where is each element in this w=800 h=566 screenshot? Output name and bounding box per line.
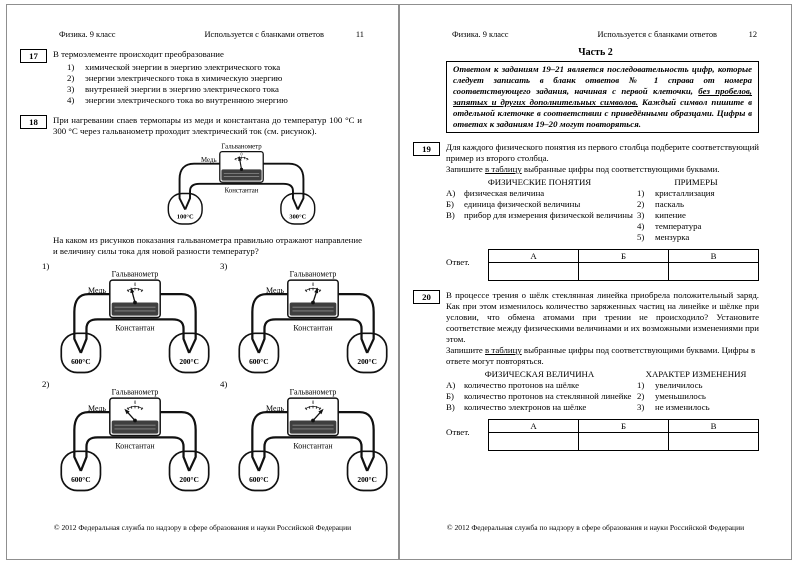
question-prompt-text: На каком из рисунков показания гальванометра правильно отражают направление и величину силы тока для новой разности температур?	[53, 235, 362, 257]
right-temp-label: 200°С	[179, 357, 199, 367]
item-number: 3)	[67, 84, 75, 94]
copper-label: Медь	[88, 286, 107, 296]
thermocouple-diagram	[149, 142, 334, 227]
answer-option-figure	[215, 378, 393, 496]
left-column-items	[446, 380, 633, 413]
right-temp-label: 200°С	[179, 475, 199, 485]
item-number: Б)	[446, 391, 454, 401]
exam-page-right	[399, 4, 792, 560]
text-segment: Запишите	[446, 345, 486, 355]
answer-cell	[579, 263, 669, 281]
figure-answer-options	[37, 260, 397, 496]
galvanometer-icon	[110, 398, 160, 435]
option-number: 2)	[42, 379, 50, 390]
question-number-box: 17	[20, 49, 47, 63]
constantan-label: Константан	[115, 323, 155, 333]
svg-text:0: 0	[133, 283, 137, 289]
svg-text:0: 0	[133, 401, 137, 407]
answer-column-header: А	[489, 250, 579, 263]
item-text: физическая величина	[464, 188, 545, 198]
answer-table	[488, 249, 759, 281]
question-instruction	[446, 345, 759, 367]
answer-column-header: Б	[579, 250, 669, 263]
list-item	[637, 380, 755, 391]
galvanometer-icon	[288, 280, 338, 317]
question-number-box: 19	[413, 142, 440, 156]
item-number: 1)	[637, 380, 645, 390]
svg-text:0: 0	[311, 283, 315, 289]
item-text: не изменилось	[655, 402, 710, 412]
text-segment: Ответом к заданиям 19–21 является последовательность цифр, которые следует записать в бланк ответов № 1 справа от номера соответствующего задания, начиная с первой клеточки,	[453, 64, 752, 96]
list-item	[446, 188, 633, 199]
item-text: мензурка	[655, 232, 690, 242]
thermocouple-diagram	[51, 386, 219, 492]
part-title: Часть 2	[578, 47, 613, 58]
constantan-label: Константан	[293, 323, 333, 333]
list-item	[637, 188, 755, 199]
item-number: 4)	[637, 221, 645, 231]
svg-text:0: 0	[311, 401, 315, 407]
text-segment: Запишите	[446, 164, 486, 174]
answer-table	[488, 419, 759, 451]
left-temp-label: 100°С	[176, 213, 194, 221]
item-text: количество электронов на шёлке	[464, 402, 587, 412]
left-column	[446, 369, 633, 413]
left-temp-label: 600°С	[71, 475, 91, 485]
left-temp-label: 600°С	[71, 357, 91, 367]
page-header	[452, 29, 757, 40]
right-column-items	[637, 380, 755, 413]
header-subject: Физика. 9 класс	[59, 30, 116, 39]
question-text: В термоэлементе происходит преобразование	[53, 49, 224, 59]
right-column-header: ХАРАКТЕР ИЗМЕНЕНИЯ	[645, 369, 747, 379]
list-item	[67, 73, 362, 84]
item-number: 5)	[637, 232, 645, 242]
option-number: 3)	[220, 261, 228, 272]
list-item	[446, 199, 633, 210]
right-column-header: ПРИМЕРЫ	[674, 177, 718, 187]
galvanometer-icon	[288, 398, 338, 435]
constantan-label: Константан	[293, 441, 333, 451]
answer-cell	[579, 433, 669, 451]
left-column-header: ФИЗИЧЕСКАЯ ВЕЛИЧИНА	[484, 369, 595, 379]
question-number-box: 20	[413, 290, 440, 304]
list-item	[446, 402, 633, 413]
item-number: 1)	[637, 188, 645, 198]
question-text: При нагревании спаев термопары из меди и константана до температур 100 °С и 300 °С через гальванометр проходит электрический ток (см. рисунок).	[53, 115, 362, 136]
item-text: единица физической величины	[464, 199, 581, 209]
item-number: Б)	[446, 199, 454, 209]
right-column	[637, 369, 755, 413]
list-item	[637, 232, 755, 243]
galvanometer-label: Гальванометр	[221, 143, 262, 151]
question-19	[400, 142, 791, 175]
right-column	[637, 177, 755, 243]
question-number-box: 18	[20, 115, 47, 129]
answer-row-q19	[446, 249, 791, 281]
question-20	[400, 290, 791, 367]
text-segment: выбранные цифры под соответствующими буквами. Цифры в ответе могут повторяться.	[446, 345, 756, 366]
copyright-footer: © 2012 Федеральная служба по надзору в сфере образования и науки Российской Федерации	[53, 523, 352, 532]
thermocouple-diagram	[229, 386, 397, 492]
item-number: 2)	[67, 73, 75, 83]
answer-cell	[669, 433, 759, 451]
answer-label: Ответ.	[446, 257, 470, 267]
item-text: кристаллизация	[655, 188, 715, 198]
item-text: температура	[655, 221, 702, 231]
item-text: увеличилось	[655, 380, 703, 390]
item-text: уменьшилось	[655, 391, 706, 401]
left-column-items	[446, 188, 633, 221]
galvanometer-label: Гальванометр	[289, 387, 337, 397]
right-temp-label: 200°С	[357, 475, 377, 485]
answer-column-header: А	[489, 420, 579, 433]
header-usage-note: Используется с бланками ответов	[204, 30, 324, 39]
answer-table-wrap	[488, 249, 759, 281]
right-column-items	[637, 188, 755, 243]
item-text: внутренней энергии в энергию электрического тока	[85, 84, 279, 94]
list-item	[67, 62, 362, 73]
answer-column-header: В	[669, 250, 759, 263]
option-number: 4)	[220, 379, 228, 390]
constantan-label: Константан	[115, 441, 155, 451]
instruction-box	[446, 61, 759, 133]
left-column-header: ФИЗИЧЕСКИЕ ПОНЯТИЯ	[487, 177, 592, 187]
galvanometer-icon	[220, 151, 263, 182]
item-number: 3)	[637, 402, 645, 412]
question-instruction	[446, 164, 759, 175]
underlined-text: в таблицу	[485, 345, 522, 355]
copper-label: Медь	[266, 286, 285, 296]
answer-option-figure	[37, 260, 215, 378]
list-item	[446, 380, 633, 391]
answer-cell	[489, 263, 579, 281]
right-temp-label: 300°С	[289, 213, 307, 221]
page-number: 11	[355, 30, 364, 39]
question-text: Для каждого физического понятия из первого столбца подберите соответствующий пример из второго столбца.	[446, 142, 759, 163]
item-text: количество протонов на стеклянной линейке	[464, 391, 632, 401]
underlined-text: в таблицу	[485, 164, 522, 174]
left-temp-label: 600°С	[249, 357, 269, 367]
answer-cell	[669, 263, 759, 281]
item-number: А)	[446, 188, 456, 198]
answer-option-figure	[37, 378, 215, 496]
list-item	[446, 391, 633, 402]
left-column	[446, 177, 633, 243]
text-segment: Каждый символ пишите в отдельной клеточке в соответствии с приведёнными образцами. Цифры в ответах к заданиям 19–20 могут повторяться.	[453, 97, 752, 129]
answer-cell	[489, 433, 579, 451]
exam-page-left	[6, 4, 399, 560]
item-number: 4)	[67, 95, 75, 105]
list-item	[637, 391, 755, 402]
item-number: 2)	[637, 391, 645, 401]
item-number: В)	[446, 210, 455, 220]
thermocouple-main-figure	[149, 142, 334, 230]
svg-text:0: 0	[240, 151, 243, 157]
item-text: энергии электрического тока во внутреннюю энергию	[85, 95, 288, 105]
constantan-label: Константан	[224, 187, 259, 195]
option-number: 1)	[42, 261, 50, 272]
header-subject: Физика. 9 класс	[452, 30, 509, 39]
underlined-text: без пробелов, запятых и других дополнительных символов.	[453, 86, 753, 107]
answer-column-header: В	[669, 420, 759, 433]
item-text: кипение	[655, 210, 686, 220]
question-18-prompt	[7, 235, 398, 257]
matching-columns-q20	[446, 369, 755, 413]
copper-label: Медь	[201, 157, 217, 165]
list-item	[67, 84, 362, 95]
copper-label: Медь	[266, 404, 285, 414]
thermocouple-diagram	[229, 268, 397, 374]
question-18	[7, 115, 398, 137]
list-item	[637, 221, 755, 232]
item-text: прибор для измерения физической величины	[464, 210, 633, 220]
left-temp-label: 600°С	[249, 475, 269, 485]
copyright-footer: © 2012 Федеральная служба по надзору в сфере образования и науки Российской Федерации	[446, 523, 745, 532]
list-item	[446, 210, 633, 221]
galvanometer-label: Гальванометр	[289, 269, 337, 279]
list-item	[637, 210, 755, 221]
item-text: химической энергии в энергию электрического тока	[85, 62, 281, 72]
matching-columns-q19	[446, 177, 755, 243]
item-number: А)	[446, 380, 456, 390]
item-text: паскаль	[655, 199, 685, 209]
item-number: 1)	[67, 62, 75, 72]
header-usage-note: Используется с бланками ответов	[597, 30, 717, 39]
answer-option-figure	[215, 260, 393, 378]
item-number: В)	[446, 402, 455, 412]
question-17	[7, 49, 398, 106]
list-item	[67, 95, 362, 106]
answer-row-q20	[446, 419, 791, 451]
answer-label: Ответ.	[446, 427, 470, 437]
page-header	[59, 29, 364, 40]
list-item	[637, 199, 755, 210]
thermocouple-diagram	[51, 268, 219, 374]
galvanometer-label: Гальванометр	[111, 269, 159, 279]
item-number: 2)	[637, 199, 645, 209]
answer-options-list	[67, 62, 362, 106]
item-text: энергии электрического тока в химическую энергию	[85, 73, 283, 83]
item-number: 3)	[637, 210, 645, 220]
answer-table-wrap	[488, 419, 759, 451]
galvanometer-label: Гальванометр	[111, 387, 159, 397]
galvanometer-icon	[110, 280, 160, 317]
list-item	[637, 402, 755, 413]
right-temp-label: 200°С	[357, 357, 377, 367]
question-text: В процессе трения о шёлк стеклянная линейка приобрела положительный заряд. Как при этом изменилось количество заряженных частиц на линейке и шёлке при условии, что обмена атомами при трении не происходило? Установите соответствие между физическими величинами и их возможными изменениями при этом.	[446, 290, 759, 344]
page-number: 12	[748, 30, 757, 39]
text-segment: выбранные цифры под соответствующими буквами.	[521, 164, 720, 174]
item-text: количество протонов на шёлке	[464, 380, 580, 390]
answer-column-header: Б	[579, 420, 669, 433]
copper-label: Медь	[88, 404, 107, 414]
